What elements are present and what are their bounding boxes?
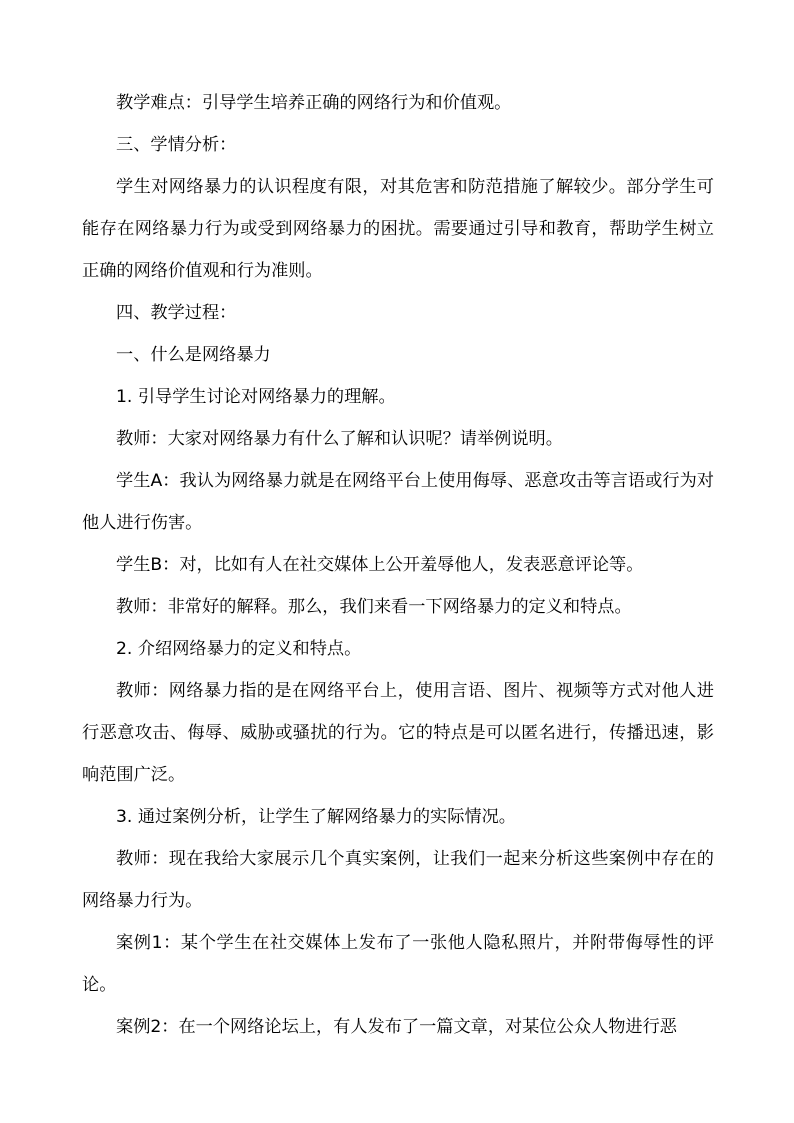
heading-student-analysis: 三、学情分析： (116, 135, 237, 155)
paragraph-teaching-difficulty: 教学难点：引导学生培养正确的网络行为和价值观。 (116, 93, 512, 113)
step-1-discussion: 1. 引导学生讨论对网络暴力的理解。 (116, 387, 396, 407)
case-1: 案例1：某个学生在社交媒体上发布了一张他人隐私照片，并附带侮辱性的评论。 (82, 933, 714, 995)
dialogue-teacher-cases: 教师：现在我给大家展示几个真实案例，让我们一起来分析这些案例中存在的网络暴力行为。 (82, 849, 714, 911)
step-3-case-analysis: 3. 通过案例分析，让学生了解网络暴力的实际情况。 (116, 807, 516, 827)
dialogue-student-a: 学生A：我认为网络暴力就是在网络平台上使用侮辱、恶意攻击等言语或行为对他人进行伤害。 (82, 471, 714, 533)
dialogue-teacher-response: 教师：非常好的解释。那么，我们来看一下网络暴力的定义和特点。 (116, 597, 632, 617)
step-2-definition: 2. 介绍网络暴力的定义和特点。 (116, 639, 362, 659)
paragraph-student-analysis: 学生对网络暴力的认识程度有限，对其危害和防范措施了解较少。部分学生可能存在网络暴力行为或受到网络暴力的困扰。需要通过引导和教育，帮助学生树立正确的网络价值观和行为准则。 (82, 177, 714, 281)
heading-what-is-cyberviolence: 一、什么是网络暴力 (116, 345, 271, 365)
dialogue-student-b: 学生B：对，比如有人在社交媒体上公开羞辱他人，发表恶意评论等。 (116, 555, 644, 575)
case-2: 案例2：在一个网络论坛上，有人发布了一篇文章，对某位公众人物进行恶 (116, 1017, 677, 1037)
dialogue-teacher-question: 教师：大家对网络暴力有什么了解和认识呢？请举例说明。 (116, 429, 563, 449)
heading-teaching-process: 四、教学过程： (116, 303, 237, 323)
dialogue-teacher-definition: 教师：网络暴力指的是在网络平台上，使用言语、图片、视频等方式对他人进行恶意攻击、侮辱、威胁或骚扰的行为。它的特点是可以匿名进行，传播迅速，影响范围广泛。 (82, 681, 714, 785)
